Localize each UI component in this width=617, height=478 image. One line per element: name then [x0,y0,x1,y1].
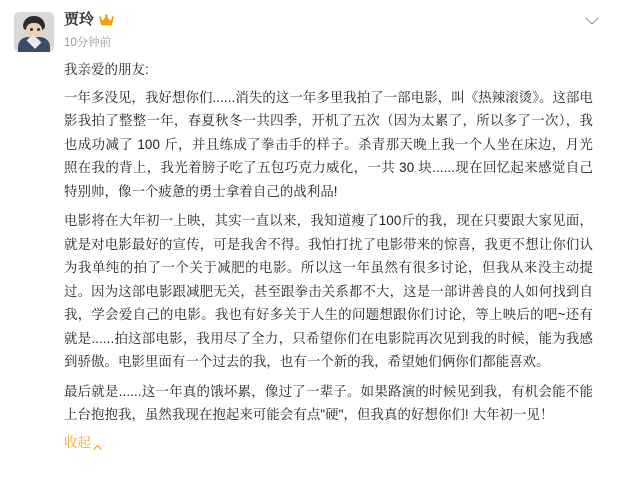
post-header [14,10,603,56]
post-timestamp: 10分钟前 [64,37,112,49]
author-name-row [64,11,581,29]
collapse-button-label: 收起 [64,434,91,450]
collapse-row [64,433,593,453]
post-paragraph: 电影将在大年初一上映，其实一直以来，我知道瘦了100斤的我，现在只要跟大家见面，就是对电影最好的宣传，可是我舍不得。我怕打扰了电影带来的惊喜，我更不想让你们认为我单纯的拍了一个关于减肥的电影。所以这一年虽然有很多讨论，但我从来没主动提过。因为这部电影跟减肥无关，甚至跟拳击关系都不大，这是一部讲善良的人如何找到自我，学会爱自己的电影。我也有好多关于人生的问题想跟你们讨论，等上映后的吧~还有就是......拍这部电影，我用尽了全力，只希望你们在电影院再次见到我的时候，能为我感到骄傲。电影里面有一个过去的我，也有一个新的我，希望她们俩你们都能喜欢。 [64,213,593,369]
avatar[interactable] [14,12,54,52]
avatar-eye-left [30,28,33,31]
post-body [64,58,603,453]
author-name[interactable]: 贾玲 [64,11,95,28]
chevron-down-icon[interactable] [581,10,603,32]
post-paragraph: 我亲爱的朋友: [64,62,149,77]
crown-icon [99,14,114,27]
avatar-eye-right [37,28,40,31]
post-paragraph: 最后就是......这一年真的饿坏累，像过了一辈子。如果路演的时候见到我，有机会能不能上台抱抱我，虽然我现在抱起来可能会有点"硬"，但我真的好想你们! 大年初一见！ [64,383,593,422]
collapse-button[interactable] [64,433,102,453]
author-info [64,10,581,50]
post-paragraph: 一年多没见，我好想你们......消失的这一年多里我拍了一部电影，叫《热辣滚烫》。这部电影我拍了整整一年，春夏秋冬一共四季，开机了五次（因为太累了，所以多了一次），我也成功减了 100 斤，并且练成了拳击手的样子。杀青那天晚上我一个人坐在床边，月光照在我的背上，我光着膀子吃了五包巧克力威化，一共 30 块......现在回忆起来感觉自己特别帅，像一个疲惫的勇士拿着自己的战利品! [64,89,593,199]
chevron-up-icon [93,438,102,447]
